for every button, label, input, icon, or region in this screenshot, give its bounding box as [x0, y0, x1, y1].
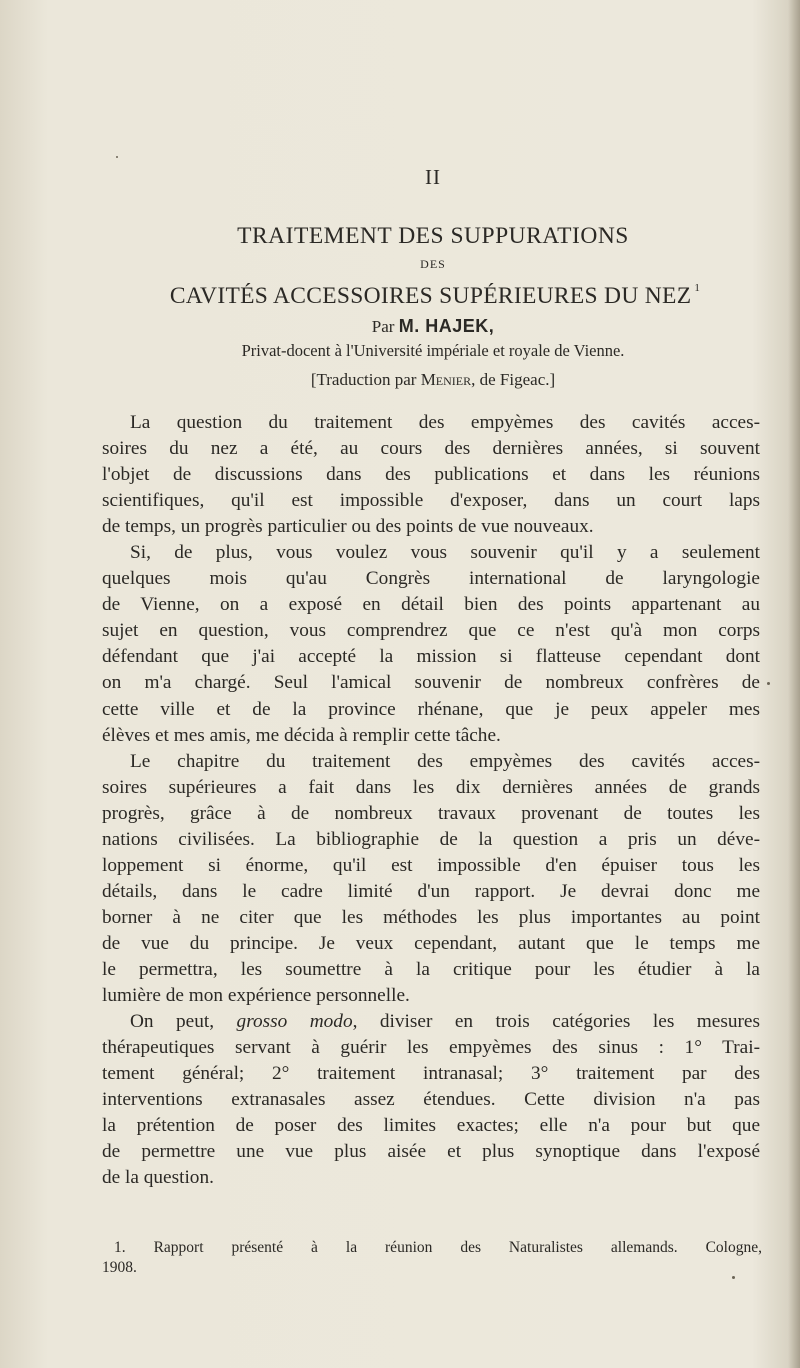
body-line: scientifiques, qu'il est impossible d'exposer, dans un court laps: [102, 490, 760, 512]
author-name: M. HAJEK,: [398, 316, 495, 336]
title-line-2: [130, 282, 740, 310]
italic-phrase: grosso modo: [236, 1011, 353, 1033]
body-line: la prétention de poser des limites exactes; elle n'a pour but que: [102, 1115, 760, 1137]
translation-prefix: [Traduction par: [310, 370, 417, 389]
body-line: de permettre une vue plus aisée et plus synoptique dans l'exposé: [102, 1141, 760, 1163]
body-line: quelques mois qu'au Congrès international de laryngologie: [102, 568, 760, 590]
paper-speck: [767, 682, 770, 685]
body-line: interventions extranasales assez étendues. Cette division n'a pas: [102, 1089, 760, 1111]
footnote-line: 1. Rapport présenté à la réunion des Naturalistes allemands. Cologne,: [114, 1239, 762, 1256]
body-line: de vue du principe. Je veux cependant, autant que le temps me: [102, 932, 760, 954]
body-line-start: On peut,: [130, 1011, 237, 1033]
body-line: cette ville et de la province rhénane, que je peux appeler mes: [102, 698, 760, 720]
body-line: de temps, un progrès particulier ou des points de vue nouveaux.: [102, 516, 594, 538]
body-line: détails, dans le cadre limité d'un rapport. Je devrai donc me: [102, 880, 760, 902]
body-line: sujet en question, vous comprendrez que ce n'est qu'à mon corps: [102, 620, 760, 642]
body-text: [102, 410, 760, 1191]
body-line: tement général; 2° traitement intranasal; 3° traitement par des: [102, 1063, 760, 1085]
author-prefix: Par: [371, 317, 395, 336]
translator-name: Menier: [420, 370, 472, 389]
body-line: on m'a chargé. Seul l'amical souvenir de nombreux confrères de: [102, 672, 760, 694]
title-connector: DES: [420, 257, 446, 271]
body-line-italic-mix: [102, 1009, 760, 1035]
author-affiliation: Privat-docent à l'Université impériale et royale de Vienne.: [241, 341, 625, 360]
body-line: élèves et mes amis, me décida à remplir cette tâche.: [102, 724, 501, 746]
paper-speck: [116, 156, 118, 158]
title-footnote-mark: 1: [694, 282, 701, 294]
author-line: [0, 316, 800, 337]
body-line: de Vienne, on a exposé en détail bien des points appartenant au: [102, 594, 760, 616]
body-line: lumière de mon expérience personnelle.: [102, 985, 410, 1007]
body-line: soires supérieures a fait dans les dix dernières années de grands: [102, 776, 760, 798]
body-line: La question du traitement des empyèmes des cavités acces-: [130, 412, 760, 433]
footnote: [102, 1238, 762, 1278]
translation-credit: [0, 370, 800, 390]
chapter-number: II: [425, 165, 441, 189]
body-line: Le chapitre du traitement des empyèmes des cavités acces-: [130, 750, 760, 772]
body-line: thérapeutiques servant à guérir les empyèmes des sinus : 1° Trai-: [102, 1037, 760, 1059]
body-line: Si, de plus, vous voulez vous souvenir qu'il y a seulement: [130, 542, 760, 564]
body-line: nations civilisées. La bibliographie de la question a pris un déve-: [102, 828, 760, 850]
title-line-1: TRAITEMENT DES SUPPURATIONS: [237, 223, 629, 249]
body-line-end: , diviser en trois catégories les mesures: [352, 1011, 760, 1033]
translation-suffix: , de Figeac.]: [471, 370, 556, 389]
body-line: progrès, grâce à de nombreux travaux provenant de toutes les: [102, 802, 760, 824]
body-line: soires du nez a été, au cours des dernières années, si souvent: [102, 438, 760, 460]
paper-speck: [732, 1276, 735, 1279]
body-line: défendant que j'ai accepté la mission si flatteuse cependant dont: [102, 646, 760, 668]
body-line: l'objet de discussions dans des publications et dans les réunions: [102, 464, 760, 486]
title-line-2-text: CAVITÉS ACCESSOIRES SUPÉRIEURES DU NEZ: [169, 283, 692, 309]
body-line: borner à ne citer que les méthodes les plus importantes au point: [102, 906, 760, 928]
page-edge-shadow: [788, 0, 800, 1368]
body-line: loppement si énorme, qu'il est impossible d'en épuiser tous les: [102, 854, 760, 876]
body-line: de la question.: [102, 1167, 214, 1189]
footnote-line: 1908.: [102, 1259, 137, 1276]
body-line: le permettra, les soumettre à la critique pour les étudier à la: [102, 958, 760, 980]
